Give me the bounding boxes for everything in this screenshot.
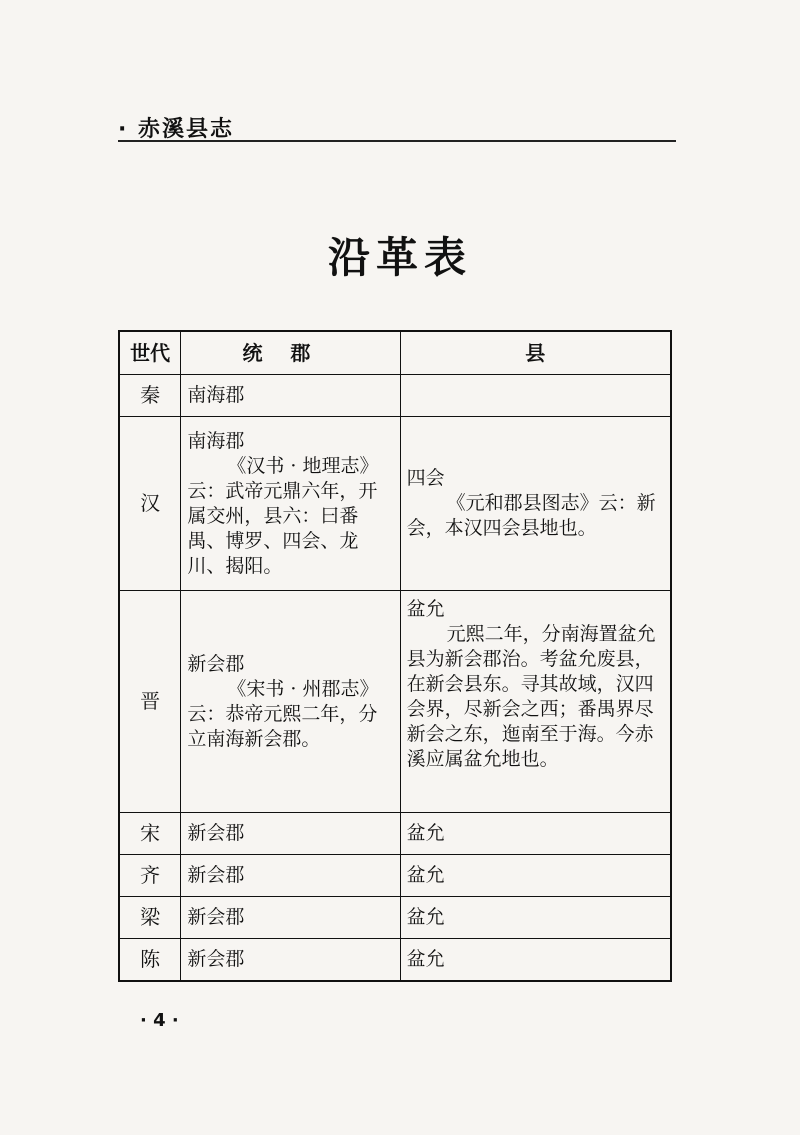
table-row [119,375,671,417]
commandery-cell [181,375,400,417]
era-cell: 汉 [119,417,181,591]
commandery-cell: 新会郡 [181,939,400,981]
era-cell: 晋 [119,591,181,813]
header-title: · 赤溪县志 [118,117,235,142]
commandery-cell: 新会郡 [181,897,400,939]
commandery-cell [181,417,400,591]
county-name: 盆允 [406,598,445,620]
era-cell: 齐 [119,855,181,897]
county-cell: 盆允 [400,939,671,981]
page-number: · 4 · [140,1010,179,1031]
table-header-row [119,331,671,375]
table-row [119,417,671,591]
header-rule [118,140,676,142]
commandery-cell: 新会郡 [181,855,400,897]
col-header-commandery: 统郡 [181,331,400,375]
table-row [119,897,671,939]
commandery-note: 《汉书 · 地理志》云：武帝元鼎六年，开属交州，县六：曰番禺、博罗、四会、龙川、揭阳。 [187,454,379,577]
commandery-name: 南海郡 [187,429,245,452]
county-cell [400,591,671,813]
commandery-cell [181,591,400,813]
table-row [119,855,671,897]
col-header-era: 世代 [119,331,181,375]
era-cell: 梁 [119,897,181,939]
commandery-cell: 新会郡 [181,813,400,855]
table-row [119,939,671,981]
county-name: 四会 [406,467,445,489]
era-cell: 陈 [119,939,181,981]
page-title: 沿革表 [327,233,472,282]
era-cell: 宋 [119,813,181,855]
running-header [118,110,678,142]
table-row [119,813,671,855]
history-table [118,330,672,982]
county-note: 《元和郡县图志》云：新会，本汉四会县地也。 [406,492,656,539]
county-cell: 盆允 [400,897,671,939]
era-cell: 秦 [119,375,181,417]
commandery-name: 新会郡 [187,652,245,675]
col-header-county: 县 [400,331,671,375]
county-cell: 盆允 [400,813,671,855]
commandery-note: 《宋书 · 州郡志》云：恭帝元熙二年，分立南海新会郡。 [187,677,379,750]
commandery-name: 南海郡 [187,384,245,406]
county-cell: 盆允 [400,855,671,897]
table-row [119,591,671,813]
county-cell [400,417,671,591]
county-note: 元熙二年，分南海置盆允县为新会郡治。考盆允废县，在新会县东。寻其故域，汉四会界，尽新会之西；番禺界尽新会之东，迤南至于海。今赤溪应属盆允地也。 [406,623,656,770]
county-cell [400,375,671,417]
